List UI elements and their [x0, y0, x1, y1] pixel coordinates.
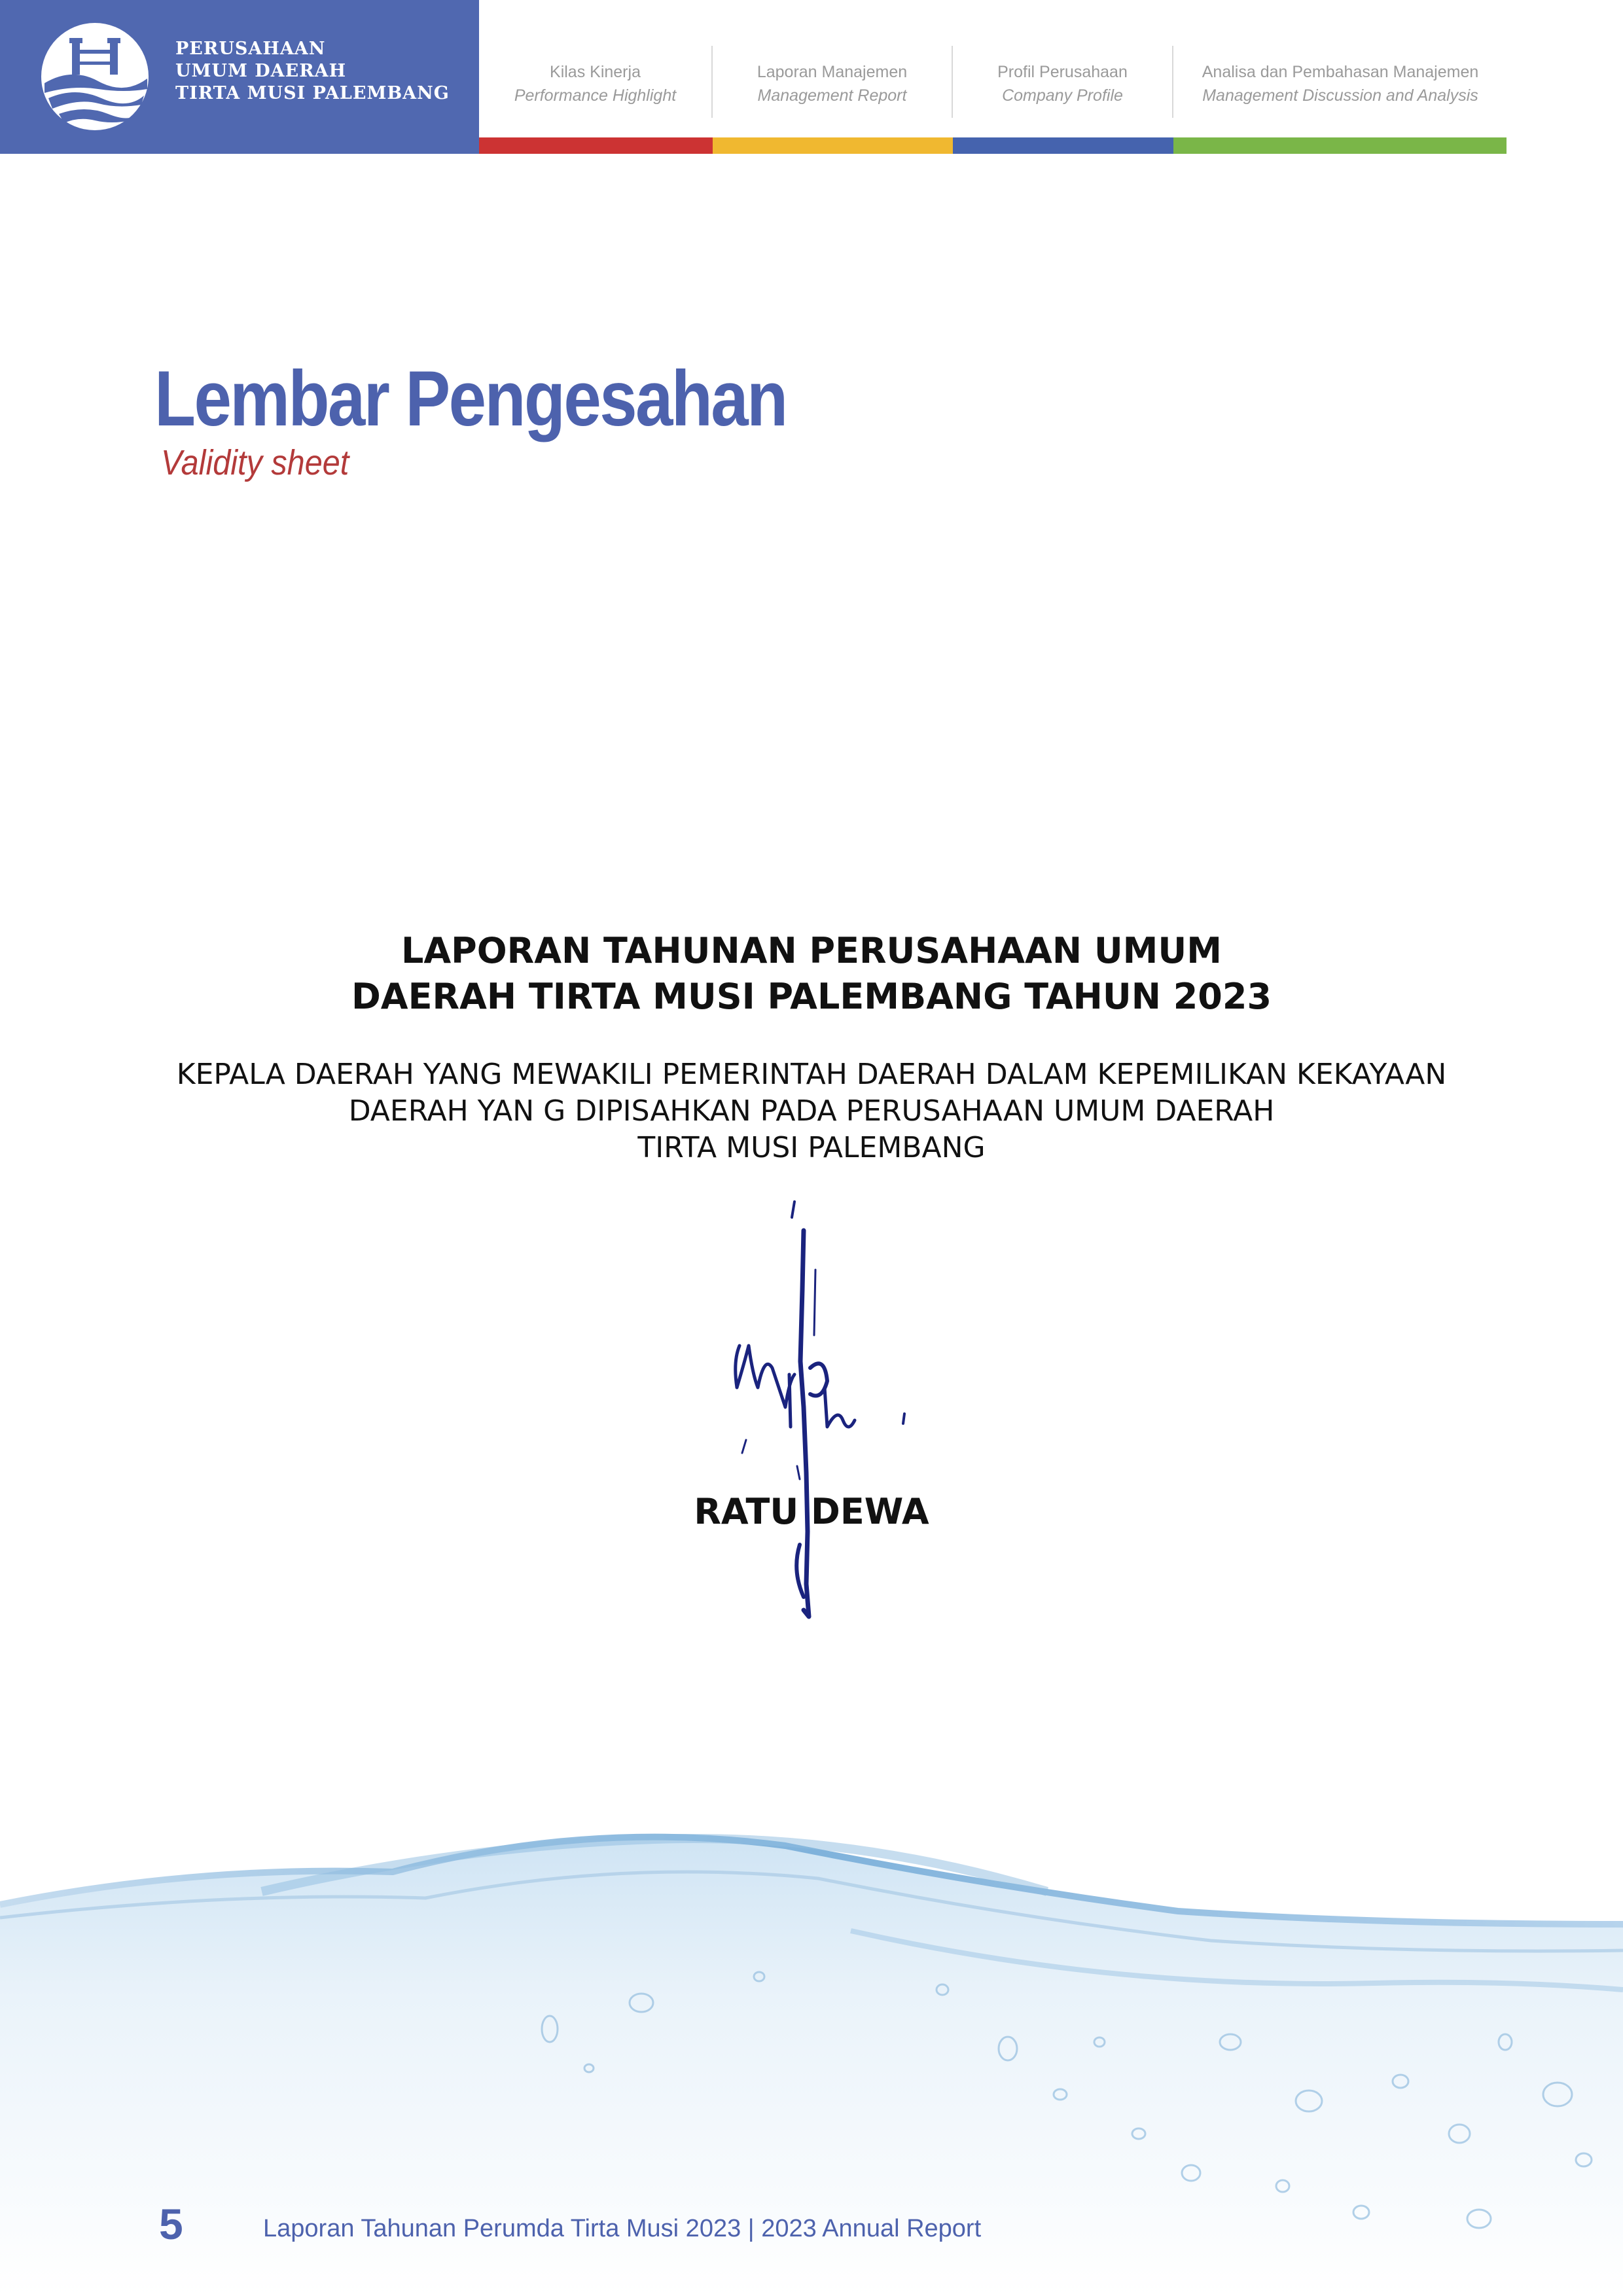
- page-title: Lembar Pengesahan: [154, 355, 787, 442]
- nav-color-bar-blue: [953, 137, 1173, 154]
- nav-label-en: Performance Highlight: [514, 86, 677, 105]
- nav-label-en: Management Report: [757, 86, 907, 105]
- report-heading-line: DAERAH TIRTA MUSI PALEMBANG TAHUN 2023: [351, 976, 1272, 1017]
- nav-color-bar-yellow: [713, 137, 953, 154]
- company-name-line: UMUM DAERAH: [175, 61, 347, 81]
- nav-label-id: Profil Perusahaan: [997, 63, 1128, 81]
- nav-label-en: Company Profile: [1002, 86, 1123, 105]
- page-header: [0, 0, 1623, 154]
- signer-name: RATU DEWA: [694, 1491, 929, 1532]
- page-subtitle: Validity sheet: [161, 443, 349, 482]
- nav-label-en: Management Discussion and Analysis: [1202, 86, 1478, 105]
- nav-item-kilas-kinerja[interactable]: [479, 60, 711, 107]
- company-name-line: PERUSAHAAN: [175, 39, 326, 59]
- nav-label-id: Laporan Manajemen: [757, 63, 908, 81]
- nav-item-laporan-manajemen[interactable]: [713, 60, 952, 107]
- company-name: [175, 38, 450, 105]
- authority-text-line: TIRTA MUSI PALEMBANG: [637, 1131, 986, 1164]
- nav-item-analisa-pembahasan[interactable]: [1173, 60, 1507, 107]
- footer-title: Laporan Tahunan Perumda Tirta Musi 2023 | 2023 Annual Report: [263, 2215, 982, 2242]
- nav-color-bar-green: [1173, 137, 1507, 154]
- signature-image: [726, 1191, 923, 1623]
- nav-color-bar-red: [479, 137, 713, 154]
- report-heading-line: LAPORAN TAHUNAN PERUSAHAAN UMUM: [401, 930, 1222, 971]
- company-name-line: TIRTA MUSI PALEMBANG: [175, 83, 450, 103]
- page-number: 5: [159, 2200, 183, 2248]
- nav-label-id: Kilas Kinerja: [550, 63, 641, 81]
- tirta-musi-logo-icon: [39, 21, 151, 132]
- nav-item-profil-perusahaan[interactable]: [953, 60, 1172, 107]
- authority-text-line: KEPALA DAERAH YANG MEWAKILI PEMERINTAH DAERAH DALAM KEPEMILIKAN KEKAYAAN: [176, 1058, 1447, 1091]
- authority-text-line: DAERAH YAN G DIPISAHKAN PADA PERUSAHAAN UMUM DAERAH: [348, 1094, 1275, 1128]
- section-nav: [479, 0, 1507, 154]
- brand-block: [0, 0, 479, 154]
- nav-label-id: Analisa dan Pembahasan Manajemen: [1202, 63, 1479, 81]
